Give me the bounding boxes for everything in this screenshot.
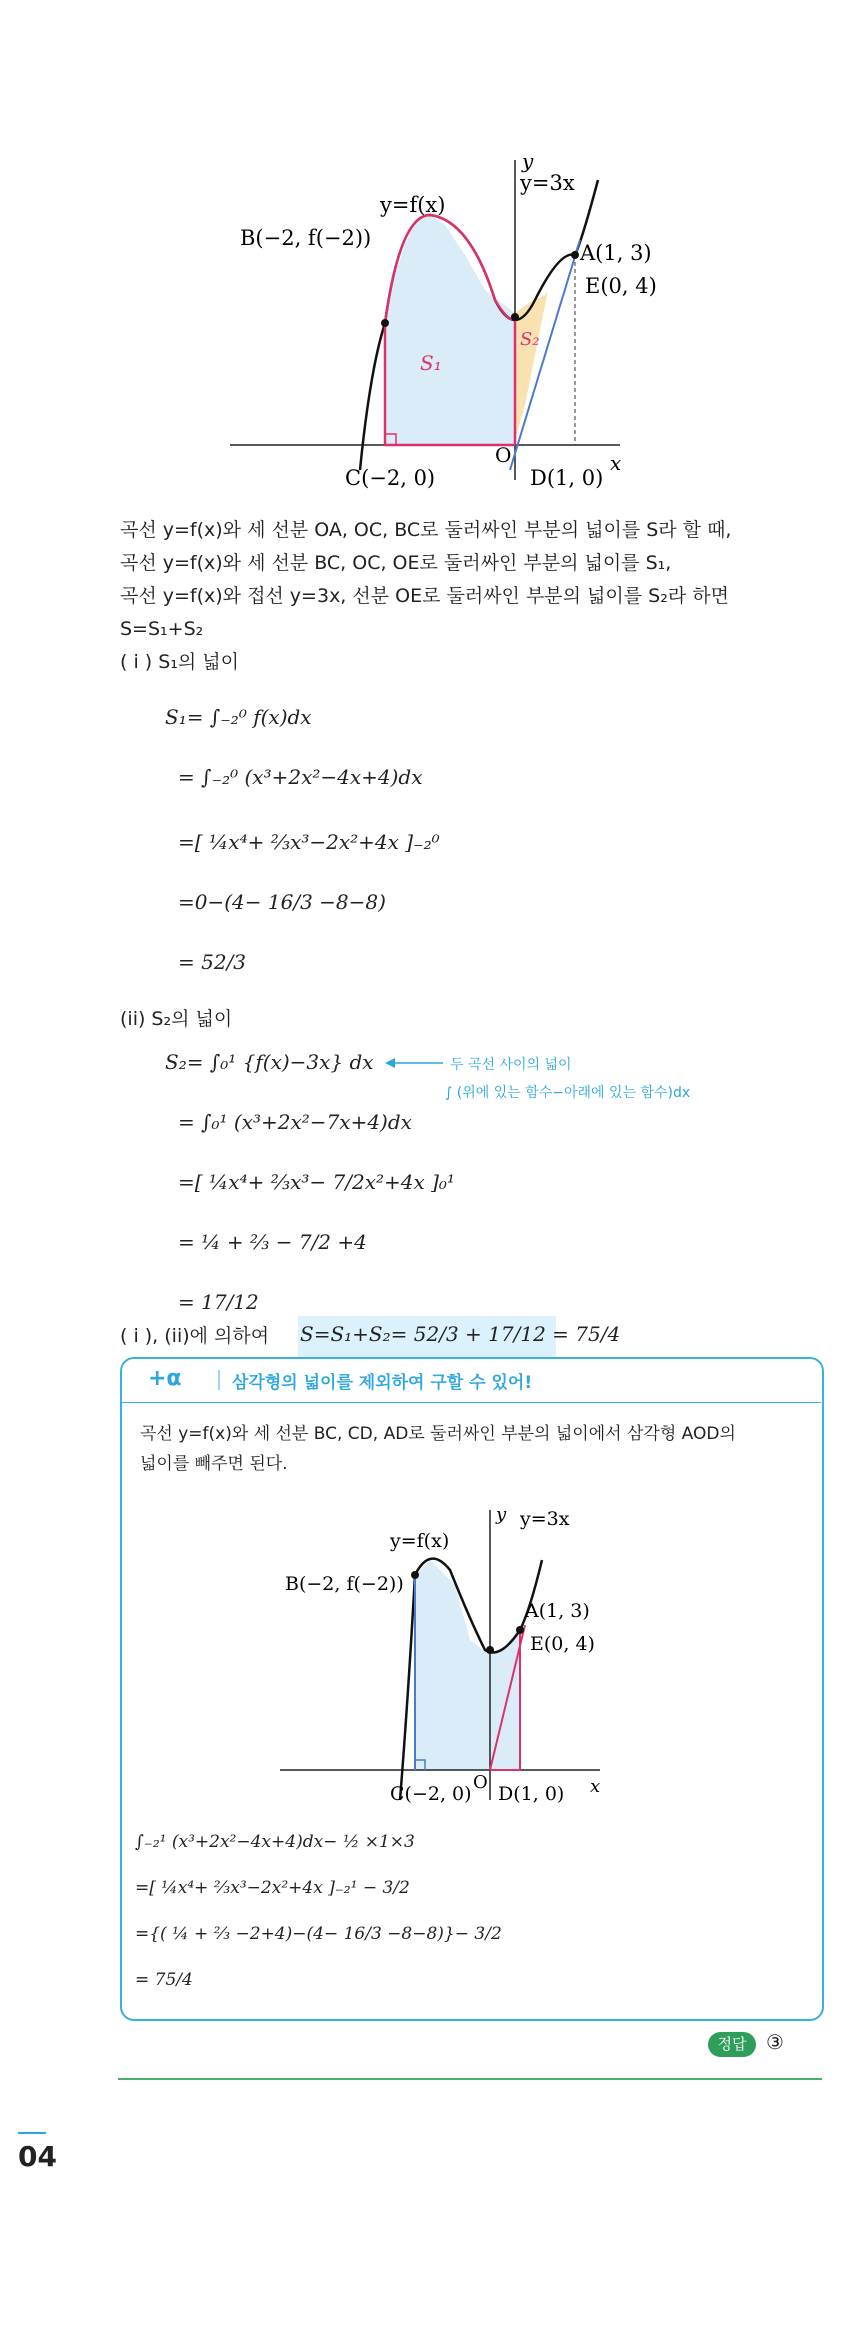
origin-label: O bbox=[495, 443, 512, 467]
s1-region bbox=[385, 215, 515, 445]
explain-line-2: 곡선 y=f(x)와 세 선분 BC, OC, OE로 둘러싸인 부분의 넓이를 S₁, bbox=[120, 552, 672, 574]
part2-line-5: = 17/12 bbox=[178, 1290, 259, 1314]
part1-title: ( i ) S₁의 넓이 bbox=[120, 651, 240, 673]
s1-label: S₁ bbox=[420, 351, 442, 375]
point-a-label: A(1, 3) bbox=[580, 241, 652, 265]
point-b-2 bbox=[411, 1571, 419, 1579]
region-2 bbox=[415, 1560, 520, 1770]
explain-line-1: 곡선 y=f(x)와 세 선분 OA, OC, BC로 둘러싸인 부분의 넓이를 S라 할 때, bbox=[120, 519, 732, 541]
y-axis-label-2: y bbox=[496, 1504, 507, 1525]
box-text-1: 곡선 y=f(x)와 세 선분 BC, CD, AD로 둘러싸인 부분의 넓이에서 삼각형 AOD의 bbox=[140, 1424, 736, 1444]
point-b-label-2: B(−2, f(−2)) bbox=[285, 1573, 404, 1595]
point-e-2 bbox=[486, 1646, 494, 1654]
box-calc-4: = 75/4 bbox=[135, 1970, 193, 1990]
line-label: y=3x bbox=[520, 171, 575, 195]
origin-label-2: O bbox=[473, 1772, 488, 1793]
part1-line-3: =[ ¼x⁴+ ⅔x³−2x²+4x ]₋₂⁰ bbox=[178, 830, 440, 854]
part2-line-3: =[ ¼x⁴+ ⅔x³− 7/2x²+4x ]₀¹ bbox=[178, 1170, 455, 1194]
line-label-2: y=3x bbox=[520, 1508, 570, 1530]
box-calc-2: =[ ¼x⁴+ ⅔x³−2x²+4x ]₋₂¹ − 3/2 bbox=[135, 1878, 410, 1898]
bottom-rule bbox=[118, 2078, 822, 2080]
plus-alpha-label: +α bbox=[148, 1366, 182, 1391]
part1-line-5: = 52/3 bbox=[178, 950, 247, 974]
part1-line-2: = ∫₋₂⁰ (x³+2x²−4x+4)dx bbox=[178, 765, 423, 789]
point-c-label: C(−2, 0) bbox=[345, 466, 436, 490]
point-a-2 bbox=[516, 1626, 524, 1634]
x-axis-label: x bbox=[610, 451, 622, 475]
answer-value: ③ bbox=[766, 2030, 784, 2054]
point-d-label: D(1, 0) bbox=[530, 466, 604, 490]
box-head-rule bbox=[121, 1402, 821, 1403]
conclusion-result: S=S₁+S₂= 52/3 + 17/12 = 75/4 bbox=[300, 1322, 621, 1346]
curve-label-2: y=f(x) bbox=[390, 1530, 450, 1552]
point-a bbox=[571, 251, 579, 259]
box-divider bbox=[218, 1370, 220, 1390]
point-e-label: E(0, 4) bbox=[585, 274, 657, 298]
point-b-label: B(−2, f(−2)) bbox=[240, 226, 372, 250]
explain-line-3: 곡선 y=f(x)와 접선 y=3x, 선분 OE로 둘러싸인 부분의 넓이를 S₂라 하면 bbox=[120, 585, 729, 607]
point-e-label-2: E(0, 4) bbox=[530, 1633, 595, 1655]
note-area-between: 두 곡선 사이의 넓이 bbox=[450, 1057, 572, 1073]
graph-2 bbox=[280, 1500, 610, 1810]
part1-line-4: =0−(4− 16/3 −8−8) bbox=[178, 890, 386, 914]
s2-region bbox=[515, 290, 548, 440]
part2-line-2: = ∫₀¹ (x³+2x²−7x+4)dx bbox=[178, 1110, 412, 1134]
point-c-label-2: C(−2, 0) bbox=[390, 1783, 472, 1805]
box-text-2: 넓이를 빼주면 된다. bbox=[140, 1454, 288, 1474]
point-a-label-2: A(1, 3) bbox=[525, 1600, 590, 1622]
page-number: 04 bbox=[18, 2140, 57, 2173]
conclusion-prefix: ( i ), (ii)에 의하여 bbox=[120, 1325, 270, 1347]
point-e bbox=[511, 313, 519, 321]
point-d-label-2: D(1, 0) bbox=[498, 1783, 565, 1805]
point-b bbox=[381, 319, 389, 327]
part2-line-4: = ¼ + ⅔ − 7/2 +4 bbox=[178, 1230, 367, 1254]
curve-label: y=f(x) bbox=[380, 193, 446, 217]
part2-title: (ii) S₂의 넓이 bbox=[120, 1008, 233, 1030]
box-title: 삼각형의 넓이를 제외하여 구할 수 있어! bbox=[232, 1373, 533, 1393]
page-number-mark bbox=[18, 2132, 46, 2134]
box-calc-3: ={( ¼ + ⅔ −2+4)−(4− 16/3 −8−8)}− 3/2 bbox=[135, 1924, 502, 1944]
answer-badge: 정답 bbox=[708, 2032, 756, 2057]
part1-line-1: S₁= ∫₋₂⁰ f(x)dx bbox=[165, 705, 312, 729]
explain-line-4: S=S₁+S₂ bbox=[120, 618, 204, 640]
arrow-icon bbox=[385, 1056, 445, 1070]
y-axis-label: y bbox=[522, 149, 534, 173]
x-axis-label-2: x bbox=[590, 1776, 601, 1797]
graph-1 bbox=[230, 140, 657, 500]
box-calc-1: ∫₋₂¹ (x³+2x²−4x+4)dx− ½ ×1×3 bbox=[135, 1832, 415, 1852]
part2-line-1: S₂= ∫₀¹ {f(x)−3x} dx bbox=[165, 1050, 374, 1074]
note-formula: ∫ (위에 있는 함수−아래에 있는 함수)dx bbox=[445, 1085, 691, 1101]
s2-label: S₂ bbox=[520, 329, 540, 350]
